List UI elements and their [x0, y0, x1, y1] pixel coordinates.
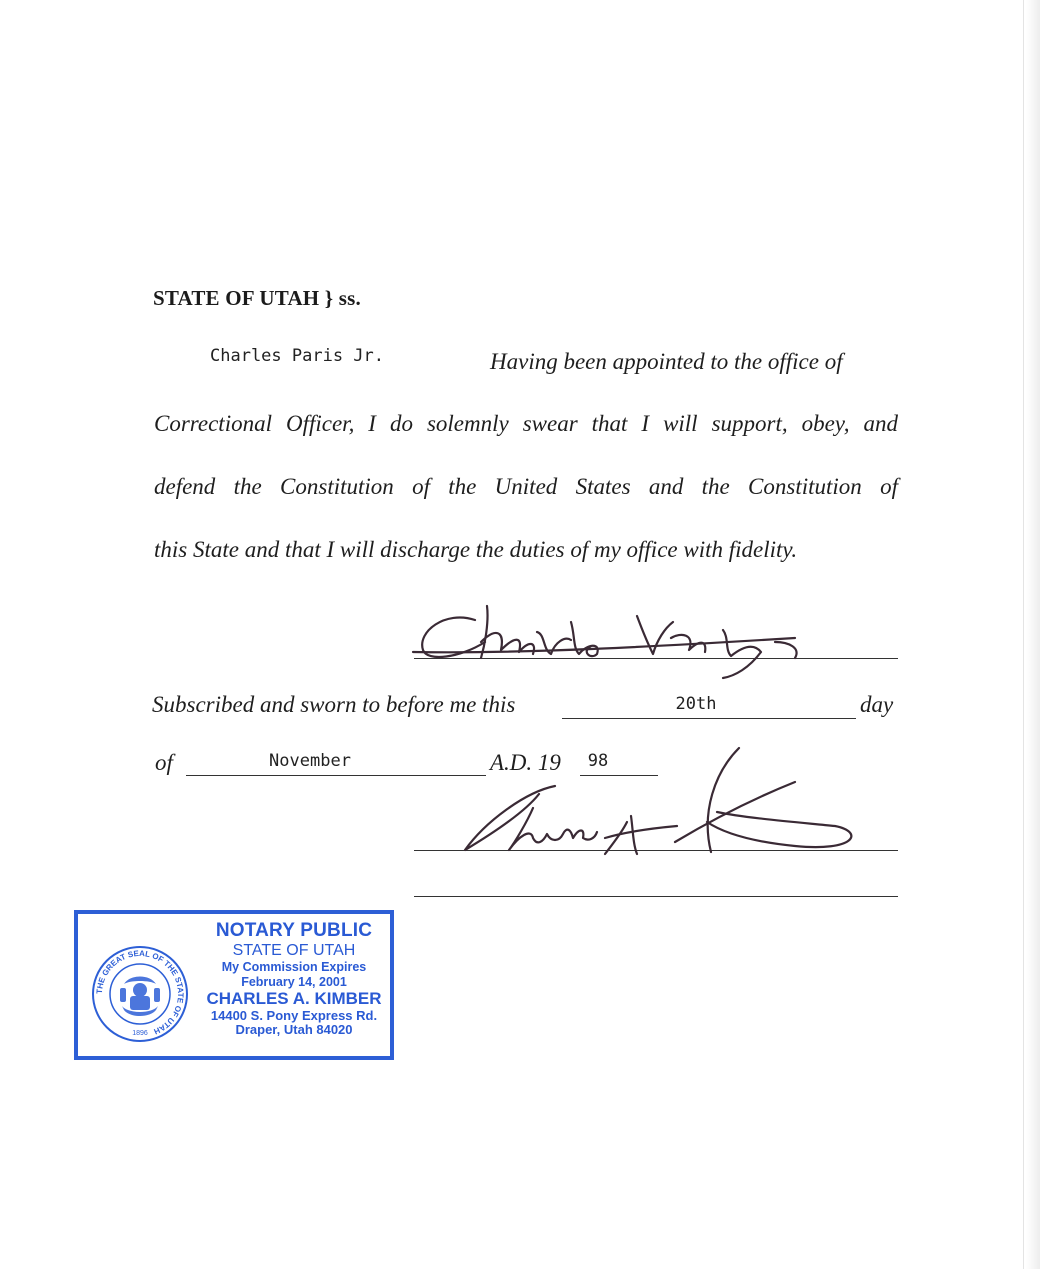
day-label: day — [860, 692, 894, 717]
appointee-name: Charles Paris Jr. — [210, 346, 384, 366]
of-label: of — [155, 750, 173, 775]
oath-line-2: Correctional Officer, I do solemnly swear that I will support, obey, and — [154, 411, 898, 436]
notary-address-1: 14400 S. Pony Express Rd. — [210, 1007, 378, 1023]
notary-stamp — [74, 910, 394, 1060]
month-value: November — [269, 751, 351, 771]
affiant-signature-icon — [405, 592, 825, 682]
jurat-prefix: Subscribed and sworn to before me this — [152, 692, 516, 717]
year-value: 98 — [587, 751, 609, 771]
ad-label: A.D. 19 — [490, 750, 561, 775]
seal-text: THE GREAT SEAL OF THE STATE OF UTAH — [94, 948, 186, 1037]
oath-line-1: Having been appointed to the office of — [490, 349, 843, 374]
venue-heading — [153, 286, 361, 311]
seal-year: 1896 — [132, 1030, 148, 1037]
notary-stamp-text — [196, 920, 392, 1038]
page-edge-shadow — [1026, 0, 1040, 1269]
state-seal-icon — [90, 944, 190, 1044]
page-edge-line — [1023, 0, 1024, 1269]
oath-line-3: defend the Constitution of the United States and the Constitution of — [154, 474, 898, 499]
venue-state: STATE OF UTAH } — [153, 286, 334, 310]
day-value: 20th — [675, 694, 717, 714]
notary-address-2: Draper, Utah 84020 — [235, 1022, 353, 1038]
notary-name: CHARLES A. KIMBER — [206, 988, 382, 1008]
notary-title-line — [414, 896, 898, 897]
day-line — [562, 718, 856, 719]
notary-title: NOTARY PUBLIC — [215, 920, 373, 941]
commission-label: My Commission Expires — [221, 960, 367, 975]
commission-expiry: February 14, 2001 — [241, 974, 347, 989]
oath-line-4: this State and that I will discharge the duties of my office with fidelity. — [154, 537, 798, 562]
month-line — [186, 775, 486, 776]
notary-signature-icon — [455, 742, 865, 857]
venue-ss: ss. — [338, 286, 361, 310]
notary-state: STATE OF UTAH — [232, 941, 356, 959]
